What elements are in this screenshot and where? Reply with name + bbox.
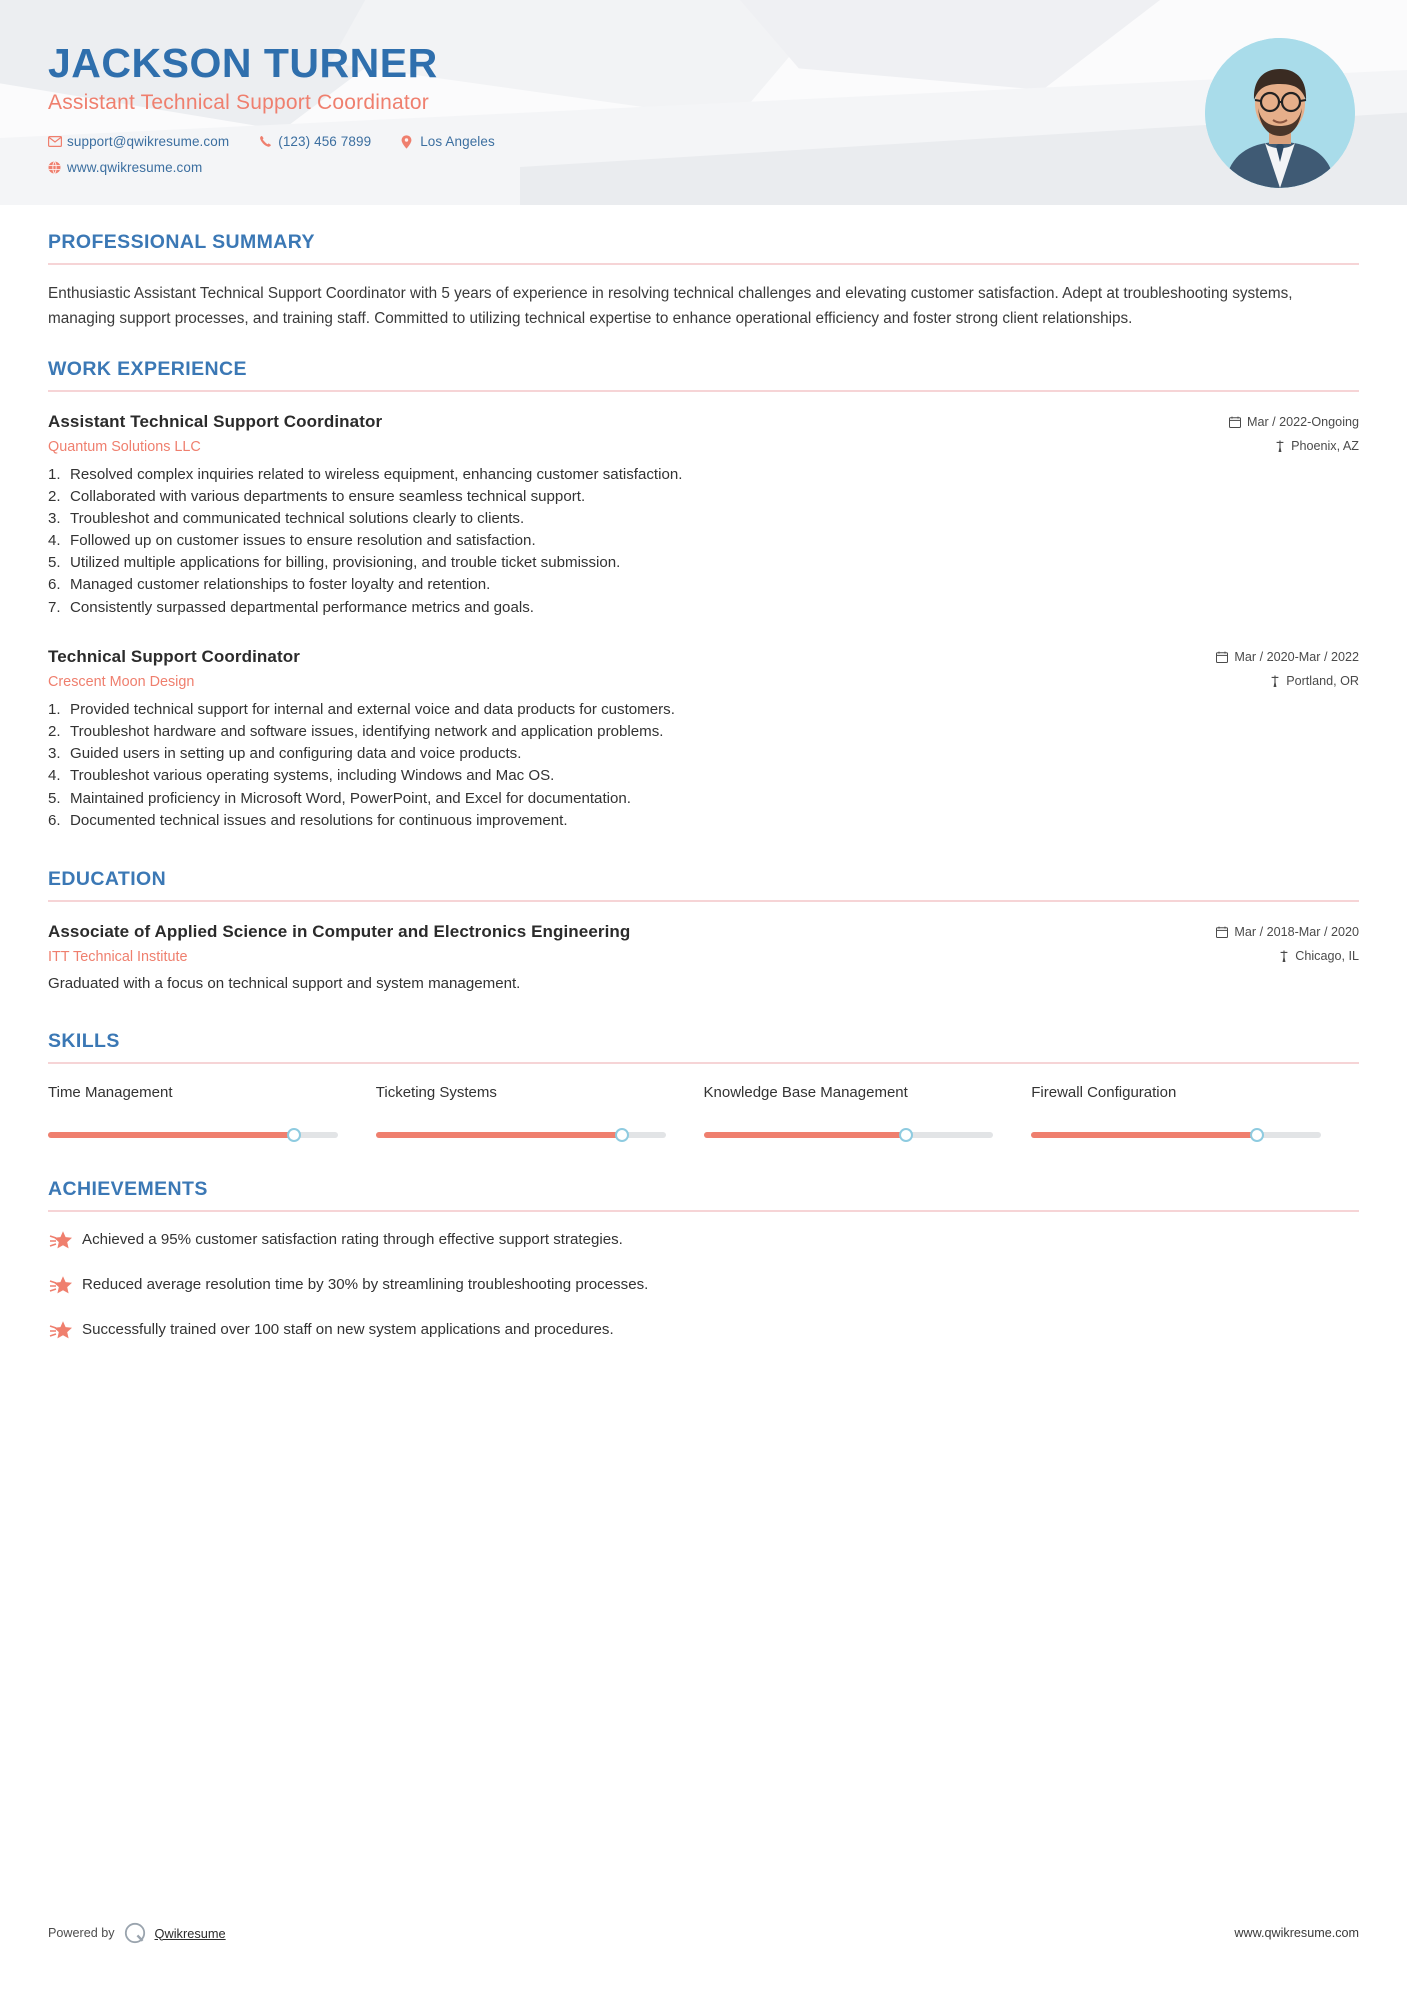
- qwikresume-brand[interactable]: Qwikresume: [154, 1925, 226, 1941]
- pin-icon: [1270, 675, 1280, 687]
- skill-label: Ticketing Systems: [375, 1083, 497, 1101]
- contact-location: [401, 134, 495, 149]
- resume-header: [0, 0, 1407, 205]
- skills-grid: [48, 1082, 1359, 1138]
- rocket-star-icon: [48, 1319, 82, 1347]
- skill-slider-track[interactable]: [1031, 1132, 1321, 1138]
- bullet-text: Provided technical support for internal and external voice and data products for customers.: [70, 700, 675, 718]
- bullet-text: Consistently surpassed departmental performance metrics and goals.: [70, 598, 534, 616]
- map-pin-icon: [401, 135, 420, 149]
- calendar-icon: [1216, 651, 1228, 663]
- job-location: [1216, 674, 1359, 688]
- bullet-text: Troubleshot and communicated technical solutions clearly to clients.: [70, 509, 525, 527]
- skill-slider-fill: [48, 1132, 294, 1138]
- skill-slider-track[interactable]: [704, 1132, 994, 1138]
- job-bullets: [48, 464, 1359, 619]
- bullet-item: 5. Utilized multiple applications for billing, provisioning, and trouble ticket submission.: [48, 552, 1359, 574]
- contact-website[interactable]: [48, 160, 202, 175]
- education-location-text: Chicago, IL: [1295, 948, 1359, 963]
- education-entry: [48, 922, 1359, 992]
- education-dates: [1216, 925, 1359, 939]
- contact-row-1: [48, 134, 1359, 149]
- bullet-text: Collaborated with various departments to ensure seamless technical support.: [70, 487, 586, 505]
- contact-info: [48, 134, 1359, 175]
- bullet-text: Guided users in setting up and configuring data and voice products.: [70, 745, 522, 763]
- contact-website-text: www.qwikresume.com: [67, 160, 203, 176]
- achievement-item: [48, 1319, 1359, 1347]
- skill-slider-knob[interactable]: [615, 1128, 629, 1142]
- envelope-icon: [48, 136, 67, 147]
- bullet-text: Maintained proficiency in Microsoft Word, PowerPoint, and Excel for documentation.: [70, 789, 631, 807]
- calendar-icon: [1229, 416, 1241, 428]
- section-achievements: [48, 1178, 1359, 1347]
- bullet-text: Utilized multiple applications for billing, provisioning, and trouble ticket submission.: [70, 554, 621, 572]
- footer-website[interactable]: www.qwikresume.com: [1234, 1926, 1359, 1940]
- skill-slider-track[interactable]: [48, 1132, 338, 1138]
- rocket-star-icon: [48, 1274, 82, 1302]
- pin-icon: [1275, 440, 1285, 452]
- section-skills: [48, 1030, 1359, 1138]
- bullet-text: Followed up on customer issues to ensure resolution and satisfaction.: [70, 532, 536, 550]
- bullet-item: 1. Provided technical support for internal and external voice and data products for customers.: [48, 699, 1359, 721]
- contact-phone[interactable]: [259, 134, 371, 149]
- candidate-name: JACKSON TURNER: [48, 40, 438, 86]
- candidate-role: Assistant Technical Support Coordinator: [48, 91, 429, 115]
- bullet-text: Troubleshot hardware and software issues, identifying network and application problems.: [70, 723, 664, 741]
- contact-email-text: support@qwikresume.com: [67, 134, 230, 150]
- powered-by-label: Powered by: [48, 1926, 115, 1940]
- section-education: [48, 868, 1359, 992]
- job-location-text: Phoenix, AZ: [1291, 438, 1359, 453]
- bullet-text: Documented technical issues and resolutions for continuous improvement.: [70, 811, 568, 829]
- avatar: [1205, 38, 1355, 188]
- contact-location-text: Los Angeles: [420, 134, 495, 150]
- bullet-item: 4. Troubleshot various operating systems, including Windows and Mac OS.: [48, 765, 1359, 787]
- section-divider: [48, 1210, 1359, 1212]
- skill-item: [1031, 1082, 1359, 1138]
- achievement-text: Reduced average resolution time by 30% by streamlining troubleshooting processes.: [82, 1275, 649, 1293]
- bullet-item: 5. Maintained proficiency in Microsoft Word, PowerPoint, and Excel for documentation.: [48, 788, 1359, 810]
- contact-phone-text: (123) 456 7899: [278, 134, 372, 150]
- job-dates: [1216, 650, 1359, 664]
- section-title: PROFESSIONAL SUMMARY: [48, 231, 315, 253]
- achievement-text: Successfully trained over 100 staff on new system applications and procedures.: [82, 1320, 614, 1338]
- skill-label: Knowledge Base Management: [703, 1083, 908, 1101]
- resume-footer: [0, 1922, 1407, 1944]
- job-dates: [1229, 415, 1359, 429]
- skill-slider-fill: [1031, 1132, 1257, 1138]
- skill-slider-knob[interactable]: [899, 1128, 913, 1142]
- skill-slider-knob[interactable]: [287, 1128, 301, 1142]
- job-title: Technical Support Coordinator: [48, 646, 300, 666]
- skill-item: [704, 1082, 1032, 1138]
- skill-label: Firewall Configuration: [1031, 1083, 1177, 1101]
- bullet-item: 6. Documented technical issues and resolutions for continuous improvement.: [48, 810, 1359, 832]
- bullet-text: Troubleshot various operating systems, including Windows and Mac OS.: [70, 767, 555, 785]
- skill-item: [376, 1082, 704, 1138]
- qwikresume-logo-icon: [124, 1922, 146, 1944]
- globe-icon: [48, 161, 67, 174]
- summary-text: Enthusiastic Assistant Technical Support Coordinator with 5 years of experience in resolving technical challenges and elevating customer satisfaction. Adept at troubleshooting systems, managing support processes, and training staff. Committed to utilizing technical expertise to enhance operational efficiency and foster strong client relationships.: [48, 285, 1293, 327]
- section-professional-summary: [48, 231, 1359, 332]
- bullet-item: 3. Troubleshot and communicated technical solutions clearly to clients.: [48, 508, 1359, 530]
- bullet-item: 2. Troubleshot hardware and software issues, identifying network and application problems.: [48, 721, 1359, 743]
- rocket-star-icon: [48, 1229, 82, 1257]
- section-work-experience: [48, 358, 1359, 832]
- job-location: [1229, 439, 1359, 453]
- skill-slider-fill: [704, 1132, 907, 1138]
- job-title: Assistant Technical Support Coordinator: [48, 411, 383, 431]
- section-title: EDUCATION: [48, 867, 167, 890]
- bullet-item: 2. Collaborated with various departments to ensure seamless technical support.: [48, 486, 1359, 508]
- pin-icon: [1279, 950, 1289, 962]
- section-divider: [48, 390, 1359, 392]
- skill-label: Time Management: [48, 1083, 173, 1101]
- skill-slider-track[interactable]: [376, 1132, 666, 1138]
- achievements-list: [48, 1229, 1359, 1347]
- section-title: WORK EXPERIENCE: [48, 357, 247, 380]
- school-name: ITT Technical Institute: [48, 948, 188, 965]
- achievement-item: [48, 1274, 1359, 1302]
- phone-icon: [259, 135, 278, 148]
- skill-slider-fill: [376, 1132, 622, 1138]
- job-dates-text: Mar / 2022-Ongoing: [1246, 414, 1359, 429]
- calendar-icon: [1216, 926, 1228, 938]
- section-title: SKILLS: [48, 1029, 120, 1052]
- bullet-item: 6. Managed customer relationships to foster loyalty and retention.: [48, 574, 1359, 596]
- job-location-text: Portland, OR: [1286, 673, 1359, 688]
- company-name: Quantum Solutions LLC: [48, 438, 201, 455]
- education-dates-text: Mar / 2018-Mar / 2020: [1234, 924, 1359, 939]
- skill-slider-knob[interactable]: [1250, 1128, 1264, 1142]
- section-divider: [48, 900, 1359, 902]
- bullet-item: 4. Followed up on customer issues to ensure resolution and satisfaction.: [48, 530, 1359, 552]
- contact-row-2: [48, 160, 1359, 175]
- section-divider: [48, 263, 1359, 265]
- education-note: Graduated with a focus on technical support and system management.: [48, 974, 521, 992]
- skill-item: [48, 1082, 376, 1138]
- achievement-text: Achieved a 95% customer satisfaction rating through effective support strategies.: [82, 1230, 623, 1248]
- section-title: ACHIEVEMENTS: [48, 1177, 208, 1200]
- company-name: Crescent Moon Design: [48, 673, 195, 690]
- bullet-text: Resolved complex inquiries related to wireless equipment, enhancing customer satisfaction.: [70, 465, 683, 483]
- experience-entry: [48, 647, 1359, 832]
- bullet-text: Managed customer relationships to foster loyalty and retention.: [70, 576, 491, 594]
- bullet-item: 7. Consistently surpassed departmental performance metrics and goals.: [48, 597, 1359, 619]
- education-location: [1216, 949, 1359, 963]
- degree-title: Associate of Applied Science in Computer and Electronics Engineering: [48, 921, 631, 941]
- powered-by-block: [48, 1922, 226, 1944]
- job-bullets: [48, 699, 1359, 832]
- bullet-item: 3. Guided users in setting up and configuring data and voice products.: [48, 743, 1359, 765]
- job-dates-text: Mar / 2020-Mar / 2022: [1234, 649, 1359, 664]
- experience-entry: [48, 412, 1359, 619]
- contact-email[interactable]: [48, 134, 229, 149]
- achievement-item: [48, 1229, 1359, 1257]
- bullet-item: 1. Resolved complex inquiries related to wireless equipment, enhancing customer satisfaction.: [48, 464, 1359, 486]
- section-divider: [48, 1062, 1359, 1064]
